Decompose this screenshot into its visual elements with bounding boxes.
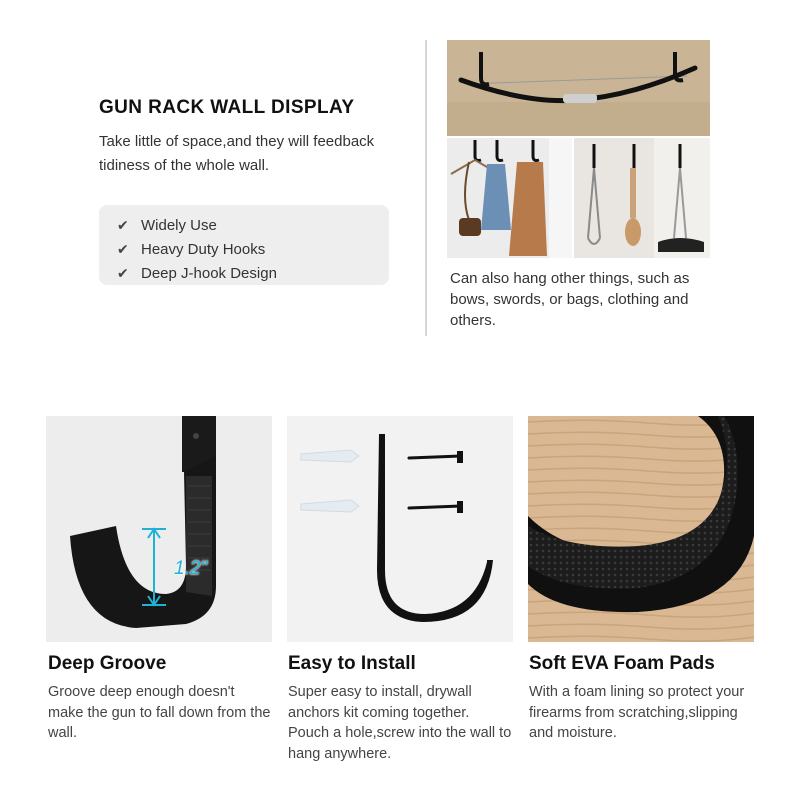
check-icon: ✔ [117, 216, 129, 233]
feature-label: Deep J-hook Design [141, 264, 277, 282]
install-kit-photo [287, 416, 513, 642]
bow-on-hooks-photo [447, 40, 710, 136]
feature-item [117, 261, 389, 285]
features-list [99, 205, 389, 285]
feature-label: Heavy Duty Hooks [141, 240, 266, 258]
section-divider [425, 40, 427, 336]
groove-dimension-label: 1.2" [174, 558, 208, 579]
usage-caption: Can also hang other things, such as bows, swords, or bags, clothing and others. [450, 270, 690, 329]
card-title-easy-install: Easy to Install [288, 653, 416, 674]
bags-clothing-photo [447, 138, 572, 258]
deep-groove-photo [46, 416, 272, 642]
feature-item [117, 213, 389, 237]
check-icon: ✔ [117, 264, 129, 281]
page-title: GUN RACK WALL DISPLAY [99, 97, 355, 118]
card-title-deep-groove: Deep Groove [48, 653, 167, 674]
utensils-photo [574, 138, 710, 258]
check-icon: ✔ [117, 240, 129, 257]
feature-item [117, 237, 389, 261]
page-subtitle: Take little of space,and they will feedback tidiness of the whole wall. [99, 133, 375, 174]
card-title-foam-pads: Soft EVA Foam Pads [529, 653, 715, 674]
card-text-foam-pads: With a foam lining so protect your firearms from scratching,slipping and moisture. [529, 684, 745, 741]
card-text-easy-install: Super easy to install, drywall anchors kit coming together. Pouch a hole,screw into the wall to hang anywhere. [288, 684, 512, 762]
feature-label: Widely Use [141, 216, 217, 234]
card-text-deep-groove: Groove deep enough doesn't make the gun to fall down from the wall. [48, 684, 271, 741]
foam-pad-photo [528, 416, 754, 642]
